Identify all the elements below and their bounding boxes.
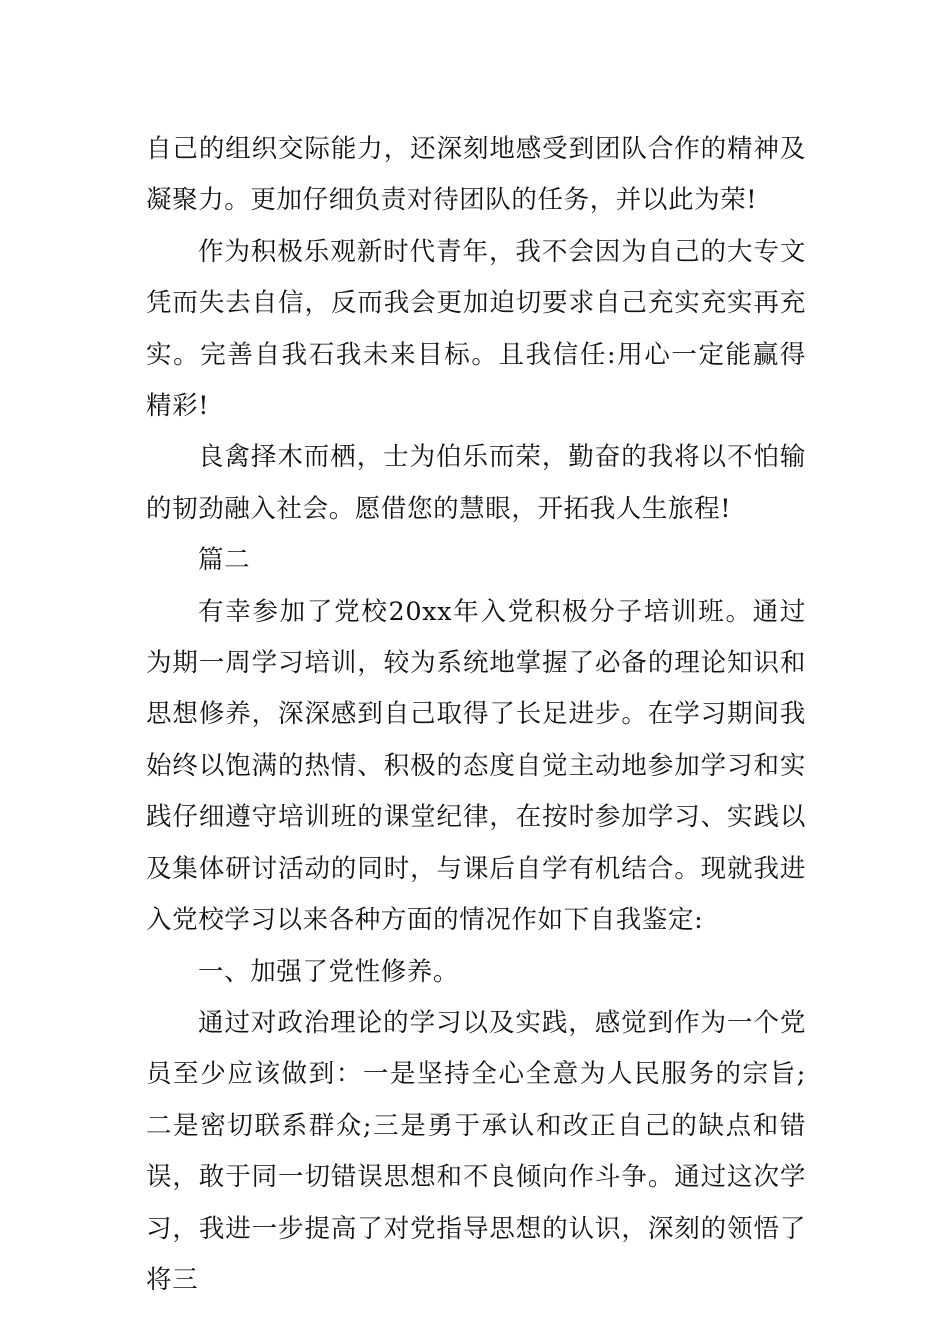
document-body [146,124,806,1306]
section-heading-part-two: 篇二 [198,545,251,576]
paragraph-party-member-duties: 通过对政治理论的学习以及实践，感觉到作为一个党员至少应该做到：一是坚持全心全意为人民服务的宗旨;二是密切联系群众;三是勇于承认和改正自己的缺点和错误，敢于同一切错误思想和不良倾向作斗争。通过这次学习，我进一步提高了对党指导思想的认识，深刻的领悟了将三 [146,1007,806,1295]
paragraph-party-school-training: 有幸参加了党校20xx年入党积极分子培训班。通过为期一周学习培训，较为系统地掌握了必备的理论知识和思想修养，深深感到自己取得了长足进步。在学习期间我始终以饱满的热情、积极的态度自觉主动地参加学习和实践仔细遵守培训班的课堂纪律，在按时参加学习、实践以及集体研讨活动的同时，与课后自学有机结合。现就我进入党校学习以来各种方面的情况作如下自我鉴定: [146,596,806,936]
paragraph-team-spirit: 自己的组织交际能力，还深刻地感受到团队合作的精神及凝聚力。更加仔细负责对待团队的任务，并以此为荣! [146,134,806,216]
paragraph-self-confidence: 作为积极乐观新时代青年，我不会因为自己的大专文凭而失去自信，反而我会更加迫切要求自己充实充实再充实。完善自我石我未来目标。且我信任:用心一定能赢得精彩! [146,236,806,422]
paragraph-career-wish: 良禽择木而栖，士为伯乐而荣，勤奋的我将以不怕输的韧劲融入社会。愿借您的慧眼，开拓我人生旅程! [146,442,806,524]
subheading-party-spirit: 一、加强了党性修养。 [198,956,460,987]
